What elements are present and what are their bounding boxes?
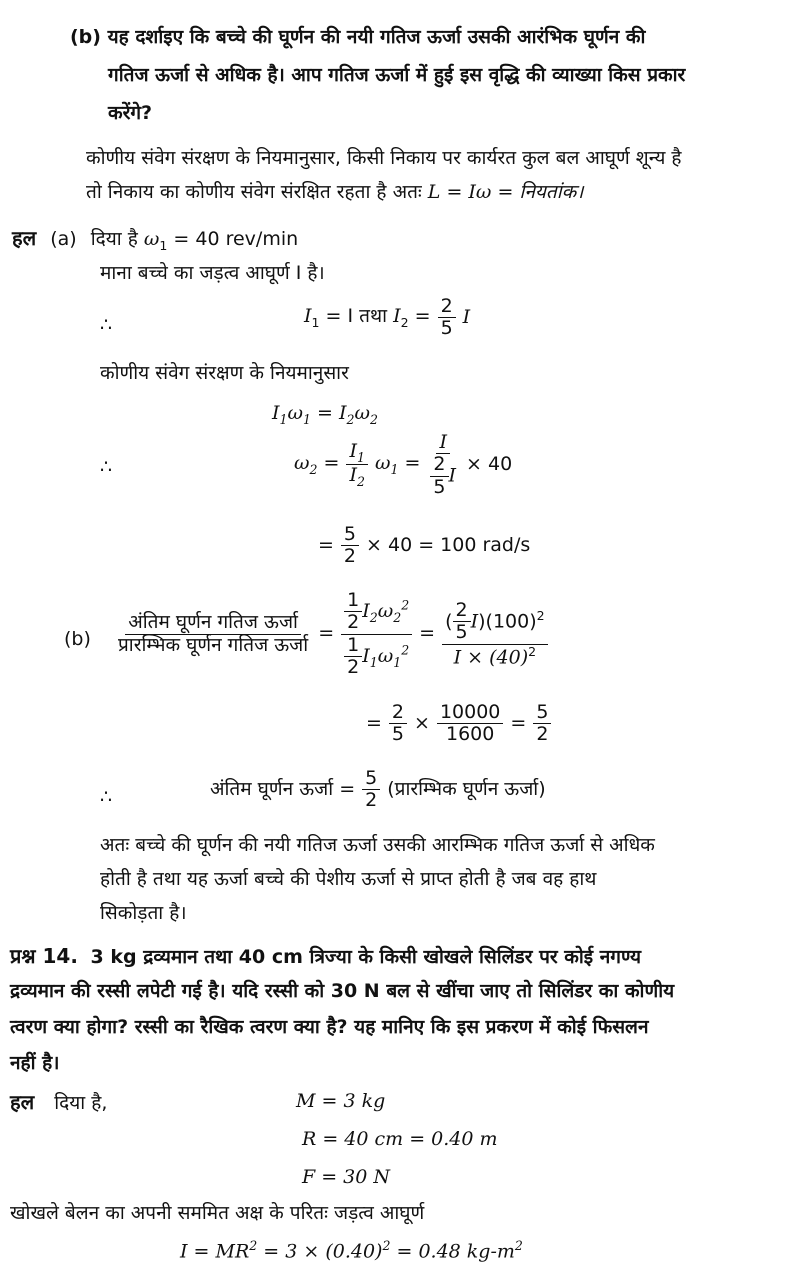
den-rhs: I × (40)	[453, 645, 529, 668]
question-14-line4: नहीं है।	[10, 1052, 60, 1074]
part-b-question-line1	[70, 26, 645, 50]
res-2: 2	[343, 545, 357, 568]
i1-eq: = I तथा	[325, 305, 388, 328]
ratio-num: अंतिम घूर्णन गतिज ऊर्जा	[125, 612, 301, 634]
moment-of-inertia-text: खोखले बेलन का अपनी सममित अक्ष के परितः जड़त्व आघूर्ण	[10, 1202, 425, 1224]
part-b-question-line2: गतिज ऊर्जा से अधिक है। आप गतिज ऊर्जा में हुई इस वृद्धि की व्याख्या किस प्रकार	[108, 64, 686, 86]
question-14-line2: द्रव्यमान की रस्सी लपेटी गई है। यदि रस्सी को 30 N बल से खींचा जाए तो सिलिंडर का कोणीय	[10, 980, 675, 1002]
ratio-equation: $\frac{\text{अंतिम घूर्णन गतिज ऊर्जा}}{\text{प्रारम्भिक घूर्णन गतिज ऊर्जा}}$ = $\frac{1}{2}$ $I_2\omega_2^2$ $\frac{1}{2}$ $I_1\omega_1^2$ = ( $\frac{2}{5}$ $I)(100)^2$ $I \times (40)^2$	[112, 590, 551, 678]
f-5: 5	[362, 768, 380, 790]
final-paren: (प्रारम्भिक घूर्णन ऊर्जा)	[387, 777, 546, 800]
i1-i2-equation: $I_1 = I$ तथा $I_2$ = $\frac{2}{5}$ I	[304, 295, 471, 340]
question-14-line3: त्वरण क्या होगा? रस्सी का रैखिक त्वरण क्या है? यह मानिए कि इस प्रकरण में कोई फिसलन	[10, 1016, 649, 1038]
omega2-equation: $\omega_2$ = $\frac{I_1}{I_2}$ $\omega_1$ = I $\frac{2}{5}$ I × 40	[294, 431, 513, 498]
hundred-squared: (100)	[485, 610, 537, 633]
times-40: × 40	[466, 453, 513, 476]
question-14-label: प्रश्न 14.	[10, 944, 78, 968]
half-num-2: 1	[344, 635, 362, 657]
frac2-num: 2	[453, 600, 471, 622]
r-10000: 10000	[437, 702, 503, 724]
principle-line2	[86, 181, 583, 205]
f-2: 2	[365, 789, 378, 812]
assume-line: माना बच्चे का जड़त्व आघूर्ण I है।	[100, 262, 325, 284]
solution-a-label: (a)	[50, 228, 77, 250]
ratio-den: प्रारम्भिक घूर्णन गतिज ऊर्जा	[118, 633, 309, 656]
r-5b: 5	[533, 702, 551, 724]
frac-5-den: 5	[440, 317, 453, 340]
frac-i-num: I	[436, 432, 450, 454]
q14-text-1: 3 kg द्रव्यमान तथा 40 cm त्रिज्या के किसी खोखले सिलिंडर पर कोई नगण्य	[90, 946, 641, 968]
given-14: दिया है,	[54, 1092, 108, 1114]
r-5: 5	[391, 723, 405, 746]
conclusion-line3: सिकोड़ता है।	[100, 902, 187, 924]
radius-value: R = 40 cm = 0.40 m	[302, 1128, 498, 1150]
frac5-den: 5	[455, 621, 468, 644]
therefore-3: ∴	[100, 786, 113, 808]
moi-c: = 0.48 kg-m	[390, 1240, 515, 1263]
omega1-value: = 40 rev/min	[173, 228, 299, 250]
inner-2: 2	[430, 454, 448, 476]
frac-2-num: 2	[438, 296, 456, 318]
ratio-result: = $\frac{2}{5}$ × $\frac{10000}{1600}$ = $\frac{5}{2}$	[362, 702, 554, 746]
solution-14-given	[10, 1090, 107, 1116]
moi-a: I = MR	[180, 1240, 250, 1263]
moment-of-inertia-equation: $I = MR^2 = 3 \times (0.40)^2 = 0.48$ $kg-m^2$	[180, 1238, 523, 1263]
half-den: 2	[347, 611, 360, 634]
momentum-equation: $I_1\omega_1 = I_2\omega_2$	[272, 402, 378, 427]
hal-label: हल	[12, 226, 37, 250]
mass-value: M = 3 kg	[296, 1090, 386, 1112]
conclusion-line2: होती है तथा यह ऊर्जा बच्चे की पेशीय ऊर्जा से प्राप्त होती है जब वह हाथ	[100, 868, 597, 890]
part-b-text-1: यह दर्शाइए कि बच्चे की घूर्णन की नयी गतिज ऊर्जा उसकी आरंभिक घूर्णन की	[107, 26, 646, 48]
principle-text: तो निकाय का कोणीय संवेग संरक्षित रहता है अतः	[86, 181, 422, 203]
given-text: दिया है	[90, 228, 138, 250]
hal-label-14: हल	[10, 1090, 35, 1114]
part-b-question-line3: करेंगे?	[108, 102, 153, 124]
conservation-line: कोणीय संवेग संरक्षण के नियमानुसार	[100, 362, 349, 384]
part-b-label: (b)	[70, 26, 101, 48]
question-14-line1	[10, 944, 641, 970]
solution-b-label: (b)	[64, 628, 91, 650]
i-symbol: I	[462, 305, 471, 328]
r-1600: 1600	[445, 723, 495, 746]
therefore-1: ∴	[100, 314, 113, 336]
inner-5: 5	[433, 475, 446, 498]
final-energy-line	[206, 768, 550, 812]
r-2b: 2	[536, 723, 549, 746]
omega2-result: = $\frac{5}{2}$ × 40 = 100 rad/s	[318, 523, 531, 568]
force-value: F = 30 N	[302, 1166, 391, 1188]
principle-equation: L = Iω = नियतांक।	[427, 181, 584, 203]
final-label: अंतिम घूर्णन ऊर्जा =	[210, 777, 356, 800]
res-5: 5	[341, 524, 359, 546]
half-num: 1	[344, 590, 362, 612]
omega-symbol: ω	[143, 228, 160, 250]
half-den-2: 2	[347, 655, 360, 678]
r-2: 2	[389, 702, 407, 724]
moi-b: = 3 × (0.40)	[257, 1240, 383, 1263]
conclusion-line1: अतः बच्चे की घूर्णन की नयी गतिज ऊर्जा उसकी आरम्भिक गतिज ऊर्जा से अधिक	[100, 834, 655, 856]
therefore-2: ∴	[100, 456, 113, 478]
solution-a-given-line: हल (a) दिया है $\omega_1 = 40$ rev/min	[12, 226, 299, 253]
result-rhs: × 40 = 100 rad/s	[366, 533, 531, 556]
principle-line1: कोणीय संवेग संरक्षण के नियमानुसार, किसी निकाय पर कार्यरत कुल बल आघूर्ण शून्य है	[86, 147, 682, 169]
